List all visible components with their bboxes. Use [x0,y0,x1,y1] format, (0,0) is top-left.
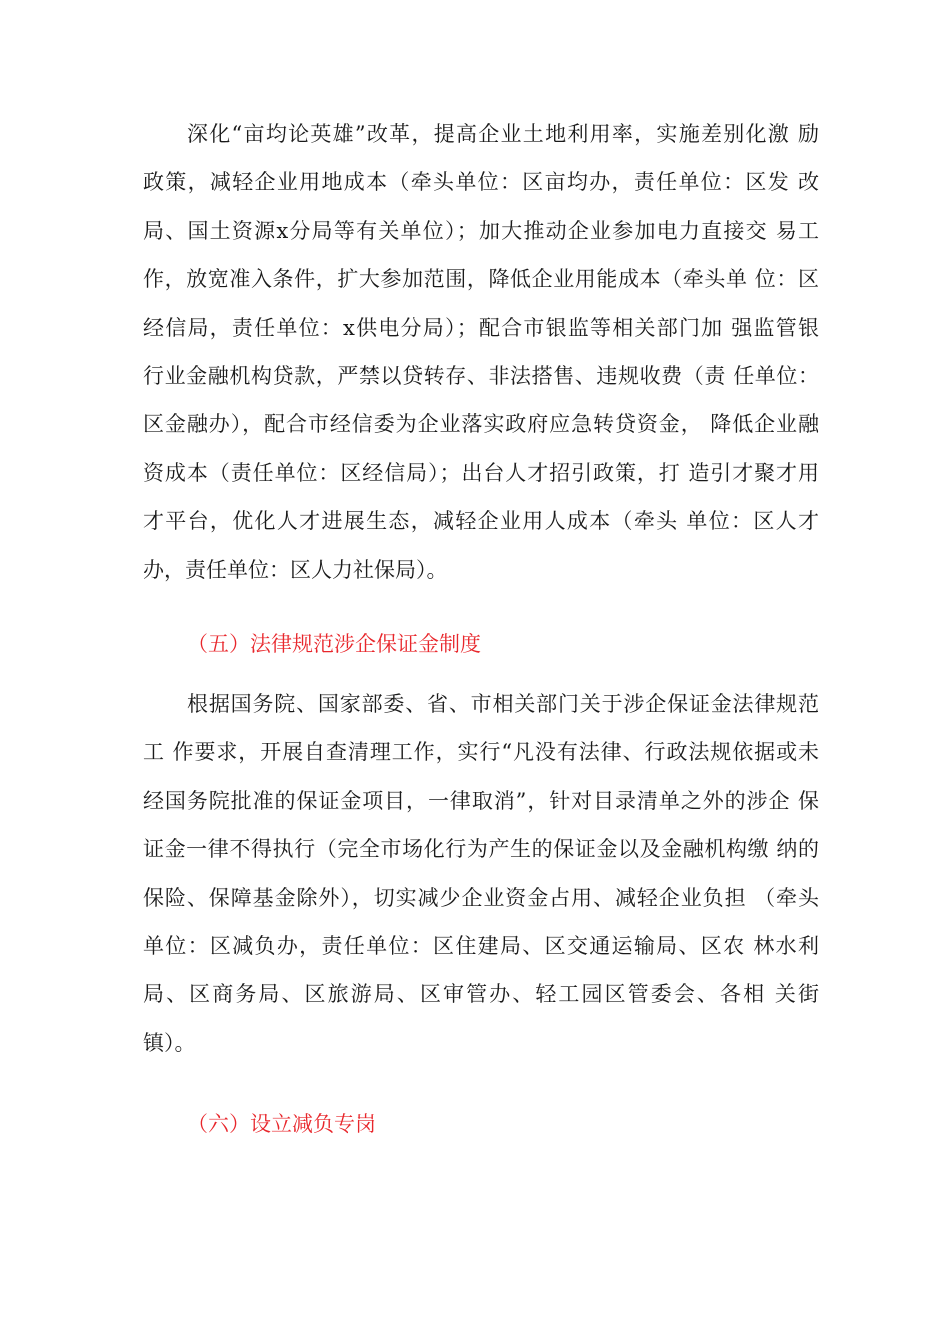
paragraph-line: 行业金融机构贷款，严禁以贷转存、非法搭售、违规收费（责 任单位： [143,363,819,388]
paragraph-line: 保险、保障基金除外），切实减少企业资金占用、减轻企业负担 （牵头 [143,885,819,910]
paragraph-line: 办，责任单位：区人力社保局）。 [143,557,448,582]
paragraph-line: 证金一律不得执行（完全市场化行为产生的保证金以及金融机构缴 纳的 [143,837,819,862]
paragraph-line: 才平台，优化人才进展生态，减轻企业用人成本（牵头 单位：区人才 [143,509,819,534]
paragraph-line: 资成本（责任单位：区经信局）；出台人才招引政策，打 造引才聚才用 [143,460,819,485]
paragraph-line: 经信局，责任单位：x供电分局）；配合市银监等相关部门加 强监管银 [143,315,819,340]
paragraph-line: 经国务院批准的保证金项目，一律取消”，针对目录清单之外的涉企 保 [143,788,819,813]
paragraph-line: 作，放宽准入条件，扩大参加范围，降低企业用能成本（牵头单 位：区 [143,267,819,292]
paragraph-deposit-regulation [143,680,819,1067]
paragraph-line: 单位：区减负办，责任单位：区住建局、区交通运输局、区农 林水利 [143,933,819,958]
paragraph-line: 局、区商务局、区旅游局、区审管办、轻工园区管委会、各相 关街 [143,982,819,1007]
paragraph-line: 区金融办），配合市经信委为企业落实政府应急转贷资金， 降低企业融 [143,412,819,437]
paragraph-line: 镇）。 [143,1030,196,1055]
section-heading-six: （六）设立减负专岗 [187,1112,376,1136]
paragraph-line: 政策，减轻企业用地成本（牵头单位：区亩均办，责任单位：区发 改 [143,170,819,195]
section-heading-five: （五）法律规范涉企保证金制度 [187,632,481,656]
paragraph-line: 工 作要求，开展自查清理工作，实行“凡没有法律、行政法规依据或未 [143,740,819,765]
paragraph-line: 局、国土资源x分局等有关单位）；加大推动企业参加电力直接交 易工 [143,218,819,243]
paragraph-line: 深化“亩均论英雄”改革，提高企业土地利用率，实施差别化激 励 [187,122,819,146]
paragraph-cost-reduction [143,110,819,594]
paragraph-line: 根据国务院、国家部委、省、市相关部门关于涉企保证金法律规范 [187,692,819,716]
